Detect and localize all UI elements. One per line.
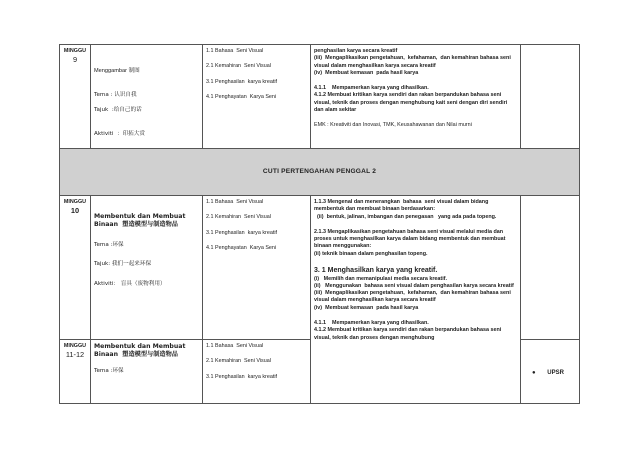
week-label: MINGGU [63, 199, 87, 205]
detail-line: 2.1.3 Mengaplikasikan pengetahuan bahasa seni visual melalui media dan proses untuk menghasilkan karya dalam bidang membentuk dan membuat binaan menggunakan: [314, 228, 507, 250]
detail-line: (iv) Membuat kemasan pada hasil karya [314, 304, 419, 311]
detail-line: 4.1.1 Mempamerkan karya yang dihasilkan. [314, 85, 429, 92]
standard-item: 1.1 Bahasa Seni Visual [206, 343, 264, 349]
detail-line: 3. 1 Menghasilkan karya yang kreatif. [314, 267, 438, 275]
topic-tema: Tema : 认识自我 [94, 91, 137, 98]
topic-title: Membentuk dan Membuat Binaan 塑造模型与制造物品 [94, 343, 188, 359]
standard-item: 2.1 Kemahiran Seni Visual [206, 63, 271, 70]
topic-aktiviti: Aktiviti ：印拓大赏 [94, 130, 145, 137]
standard-item: 3.1 Penghasilan karya kreatif [206, 78, 278, 85]
standard-item: 1.1 Bahasa Seni Visual [206, 199, 264, 205]
week-10-12-details-cell [311, 196, 521, 404]
week-11-12-cell [60, 340, 91, 404]
standard-item: 4.1 Penghayatan Karya Seni [206, 93, 277, 100]
detail-line: (ii) bentuk, jalinan, imbangan dan penegasan yang ada pada topeng. [314, 213, 497, 220]
bullet-icon: ● [532, 370, 536, 376]
mid-term-break-label: CUTI PERTENGAHAN PENGGAL 2 [60, 149, 580, 196]
week-number: 9 [72, 55, 78, 65]
standard-item: 1.1 Bahasa Seni Visual [206, 48, 264, 54]
week-label: MINGGU [63, 48, 87, 54]
detail-line: (ii) Menggunakan bahasa seni visual dalam penghasilan karya secara kreatif [314, 282, 514, 289]
standard-item: 2.1 Kemahiran Seni Visual [206, 214, 271, 221]
detail-line: (iii) Mengaplikasikan pengetahuan, kefahaman, dan kemahiran bahasa seni visual dalam menghasilkan karya secara kreatif [314, 290, 513, 304]
mid-term-break-row [60, 149, 580, 196]
detail-line: 4.1.2 Membuat kritikan karya sendiri dan rakan berpandukan bahasa seni visual, teknik dan proses dengan menghubung [314, 327, 503, 341]
detail-line: EMK : Kreativiti dan Inovasi, TMK, Keusahawanan dan Nilai murni [314, 122, 472, 129]
week-9-row [60, 45, 580, 149]
detail-line: 1.1.3 Mengenal dan menerangkan bahasa seni visual dalam bidang membentuk dan membuat binaan berdasarkan: [314, 199, 490, 213]
detail-line: 4.1.2 Membuat kritikan karya sendiri dan rakan berpandukan bahasa seni visual, teknik dan proses dengan menghubung kait seni dengan diri sendiri dan alam sekitar [314, 92, 509, 114]
week-10-standards-cell [203, 196, 311, 340]
detail-line: (ii) teknik binaan dalam penghasilan topeng. [314, 250, 428, 257]
topic-aktiviti: Aktiviti： 盲具（废物利用） [94, 280, 166, 287]
topic-tema: Tema :环保 [94, 367, 124, 374]
week-9-cell [60, 45, 91, 149]
week-number: 11-12 [65, 350, 85, 360]
topic-title: Menggambar 制图 [94, 68, 140, 74]
week-10-notes-cell [521, 196, 580, 340]
standard-item: 3.1 Penghasilan karya kreatif [206, 229, 278, 236]
week-10-cell [60, 196, 91, 340]
week-10-topic-cell [91, 196, 203, 340]
week-number: 10 [70, 206, 80, 216]
week-9-details-cell [311, 45, 521, 149]
week-9-standards-cell [203, 45, 311, 149]
week-11-12-topic-cell [91, 340, 203, 404]
standard-item: 4.1 Penghayatan Karya Seni [206, 244, 277, 251]
week-label: MINGGU [63, 343, 87, 349]
detail-line: (iv) Membuat kemasan pada hasil karya [314, 69, 419, 76]
detail-line: (iii) Mengaplikasikan pengetahuan, kefahaman, dan kemahiran bahasa seni visual dalam menghasilkan karya secara kreatif [314, 55, 513, 69]
week-11-12-standards-cell [203, 340, 311, 404]
upsr-label: UPSR [547, 370, 564, 376]
week-9-topic-cell [91, 45, 203, 149]
upsr-note [524, 369, 576, 377]
standard-item: 2.1 Kemahiran Seni Visual [206, 358, 271, 365]
detail-line: penghasilan karya secara kreatif [314, 48, 398, 54]
topic-tajuk: Tajuk: 我们一起来环保 [94, 261, 152, 268]
topic-tema: Tema :环保 [94, 241, 124, 248]
week-11-12-notes-cell [521, 340, 580, 404]
lesson-plan-table [59, 44, 580, 404]
detail-line: (i) Memilih dan memanipulasi media secara kreatif. [314, 275, 448, 282]
detail-line: 4.1.1 Mempamerkan karya yang dihasilkan. [314, 320, 429, 326]
standard-item: 3.1 Penghasilan karya kreatif [206, 373, 278, 380]
week-10-row [60, 196, 580, 340]
topic-tajuk: Tajuk :给自己的话 [94, 107, 142, 114]
topic-title: Membentuk dan Membuat Binaan 塑造模型与制造物品 [94, 213, 188, 229]
week-9-notes-cell [521, 45, 580, 149]
